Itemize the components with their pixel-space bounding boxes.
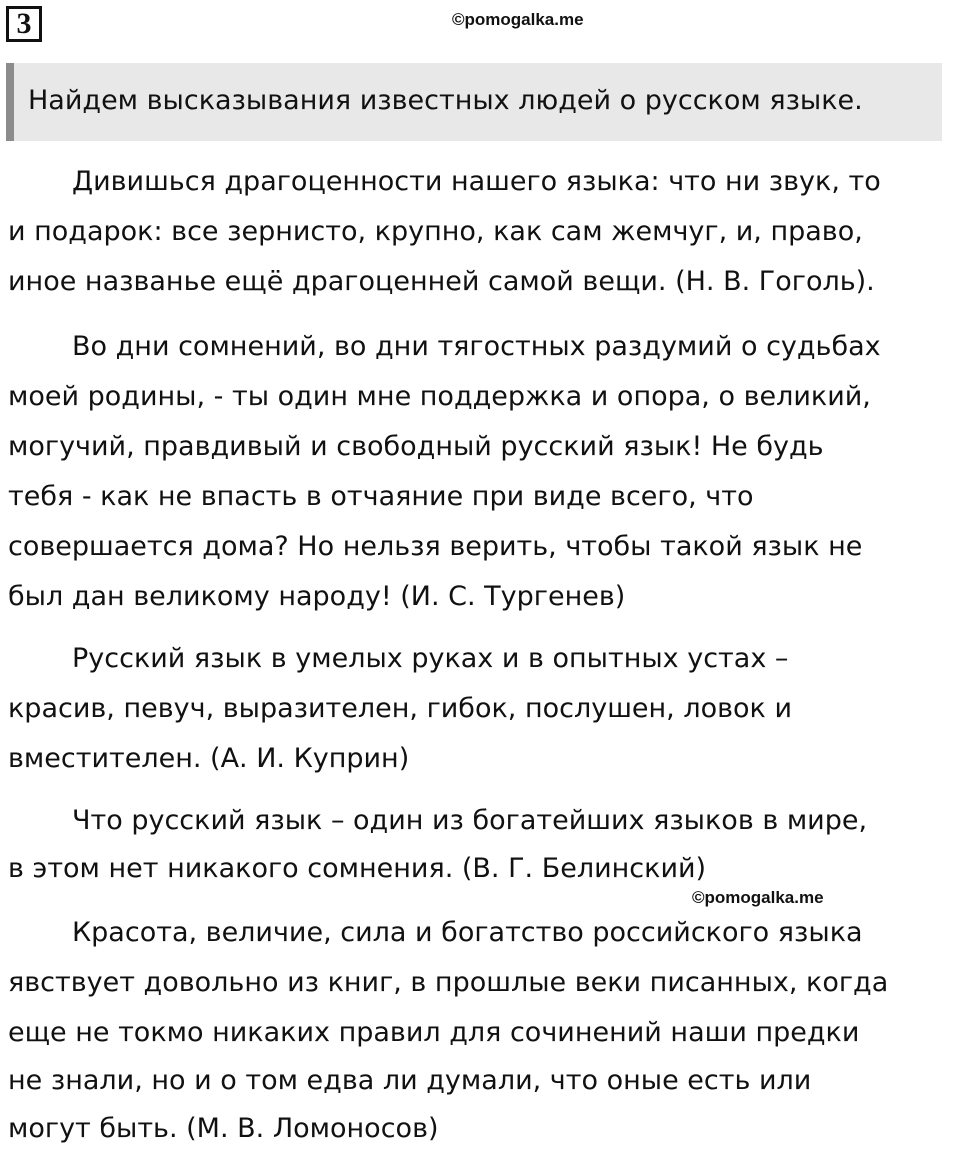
quote-line: и подарок: все зернисто, крупно, как сам жемчуг, и, право, (8, 216, 863, 247)
heading-box (6, 63, 942, 141)
quote-line: совершается дома? Но нельзя верить, чтобы такой язык не (8, 531, 863, 562)
quote-line: могучий, правдивый и свободный русский язык! Не будь (8, 431, 824, 462)
quote-line: не знали, но и о том едва ли думали, что оные есть или (8, 1065, 812, 1096)
quote-line: Красота, величие, сила и богатство российского языка (72, 917, 863, 948)
page-number: 3 (6, 6, 42, 42)
watermark-top: ©pomogalka.me (452, 10, 584, 29)
quote-line: тебя - как не впасть в отчаяние при виде всего, что (8, 481, 754, 512)
quote-line: в этом нет никакого сомнения. (В. Г. Белинский) (8, 853, 707, 884)
quote-line: вместителен. (А. И. Куприн) (8, 743, 410, 774)
quote-line: Дивишься драгоценности нашего языка: что ни звук, то (72, 166, 881, 197)
quote-line: был дан великому народу! (И. С. Тургенев) (8, 581, 626, 612)
quote-line: красив, певуч, выразителен, гибок, послушен, ловок и (8, 693, 792, 724)
heading-text: Найдем высказывания известных людей о русском языке. (28, 85, 863, 116)
quote-line: еще не токмо никаких правил для сочинений наши предки (8, 1017, 860, 1048)
quote-line: Русский язык в умелых руках и в опытных устах – (72, 643, 789, 674)
quote-line: Во дни сомнений, во дни тягостных раздумий о судьбах (72, 331, 881, 362)
quote-line: явствует довольно из книг, в прошлые веки писанных, когда (8, 967, 889, 998)
quote-line: могут быть. (М. В. Ломоносов) (8, 1113, 439, 1144)
quote-line: Что русский язык – один из богатейших языков в мире, (72, 805, 868, 836)
quote-line: моей родины, - ты один мне поддержка и опора, о великий, (8, 381, 871, 412)
quote-line: иное названье ещё драгоценней самой вещи. (Н. В. Гоголь). (8, 266, 875, 297)
watermark-middle: ©pomogalka.me (692, 888, 824, 907)
